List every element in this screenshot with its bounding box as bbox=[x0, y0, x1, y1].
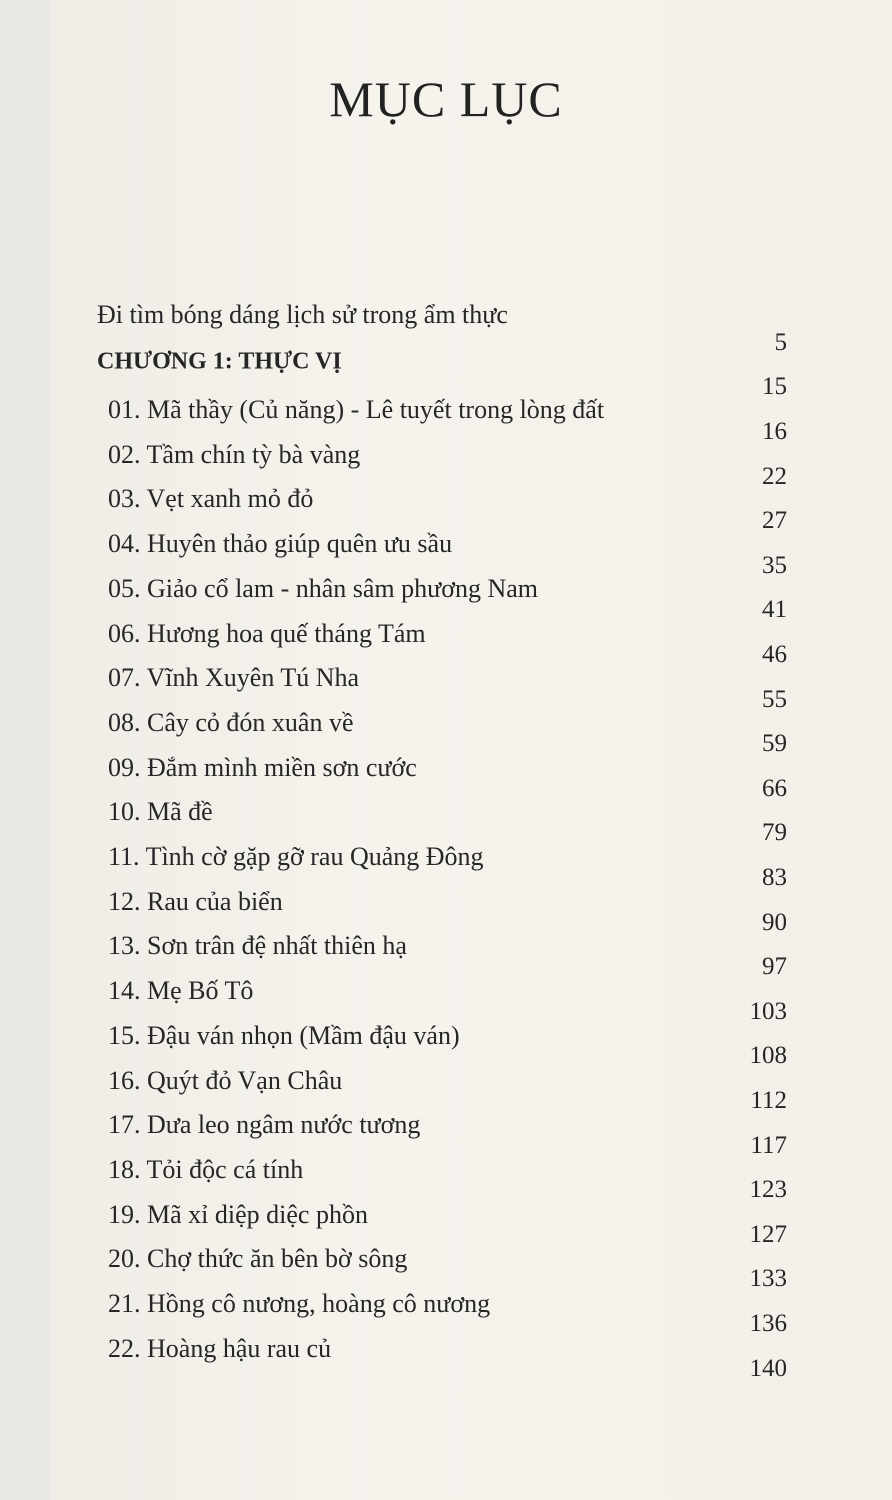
page-title: MỤC LỤC bbox=[329, 71, 563, 127]
toc-entry: 21. Hồng cô nương, hoàng cô nương bbox=[108, 1289, 491, 1318]
toc-entry: 16. Quýt đỏ Vạn Châu bbox=[108, 1065, 343, 1095]
toc-page-number: 22 bbox=[762, 462, 787, 490]
toc-page-number: 133 bbox=[749, 1265, 787, 1293]
toc-entry: 15. Đậu ván nhọn (Mầm đậu ván) bbox=[108, 1020, 460, 1050]
toc-entry: 19. Mã xỉ diệp diệc phồn bbox=[108, 1199, 368, 1229]
toc-page-number: 117 bbox=[750, 1131, 787, 1159]
toc-page-number: 90 bbox=[762, 908, 787, 936]
toc-entry: 17. Dưa leo ngâm nước tương bbox=[108, 1110, 421, 1140]
toc-page-number: 55 bbox=[762, 685, 787, 713]
toc-page-number: 79 bbox=[762, 819, 787, 847]
toc-page-number: 46 bbox=[762, 641, 787, 668]
toc-entry: 08. Cây cỏ đón xuân về bbox=[108, 707, 354, 737]
toc-page-number: 103 bbox=[749, 997, 787, 1025]
toc-page-number: 35 bbox=[762, 551, 787, 579]
toc-page-number: 16 bbox=[762, 418, 787, 445]
toc-entry: 13. Sơn trân đệ nhất thiên hạ bbox=[108, 931, 407, 961]
toc-page-number: 66 bbox=[762, 774, 787, 802]
toc-entry: 18. Tỏi độc cá tính bbox=[108, 1154, 304, 1184]
toc-entry: 05. Giảo cổ lam - nhân sâm phương Nam bbox=[108, 573, 539, 603]
toc-page-number: 41 bbox=[762, 596, 787, 624]
toc-page-number: 127 bbox=[749, 1220, 787, 1248]
toc-entry: 07. Vĩnh Xuyên Tú Nha bbox=[108, 663, 360, 693]
toc-page-number: 15 bbox=[762, 373, 787, 400]
toc-entry: 11. Tình cờ gặp gỡ rau Quảng Đông bbox=[108, 842, 484, 871]
toc-entry: 14. Mẹ Bố Tô bbox=[108, 976, 254, 1006]
toc-entry: 20. Chợ thức ăn bên bờ sông bbox=[108, 1244, 408, 1274]
toc-entry: 02. Tầm chín tỳ bà vàng bbox=[108, 439, 361, 469]
toc-page-number: 5 bbox=[774, 329, 787, 356]
toc-chapter-heading: CHƯƠNG 1: THỰC VỊ bbox=[97, 348, 342, 375]
toc-entry: 06. Hương hoa quế tháng Tám bbox=[108, 618, 426, 648]
toc-page-number: 83 bbox=[762, 864, 787, 891]
toc-page-number: 59 bbox=[762, 730, 787, 758]
toc-page-number: 112 bbox=[750, 1087, 787, 1114]
toc-page-number: 27 bbox=[762, 507, 787, 535]
toc-page-number: 136 bbox=[749, 1310, 787, 1337]
toc-page-number: 97 bbox=[762, 953, 787, 981]
toc-entry: 04. Huyên thảo giúp quên ưu sầu bbox=[108, 529, 453, 559]
toc-entry: 22. Hoàng hậu rau củ bbox=[108, 1333, 332, 1363]
toc-entry: 01. Mã thầy (Củ năng) - Lê tuyết trong lòng đất bbox=[108, 395, 605, 424]
toc-page-number: 108 bbox=[749, 1042, 787, 1070]
toc-entry-intro: Đi tìm bóng dáng lịch sử trong ẩm thực bbox=[97, 300, 508, 329]
toc-entry: 12. Rau của biển bbox=[108, 886, 283, 916]
toc-page-number: 123 bbox=[749, 1176, 787, 1204]
toc-entry: 03. Vẹt xanh mỏ đỏ bbox=[108, 484, 314, 514]
toc-entry: 09. Đắm mình miền sơn cước bbox=[108, 752, 417, 782]
toc-page-number: 140 bbox=[749, 1354, 787, 1382]
toc-entry: 10. Mã đề bbox=[108, 797, 213, 827]
